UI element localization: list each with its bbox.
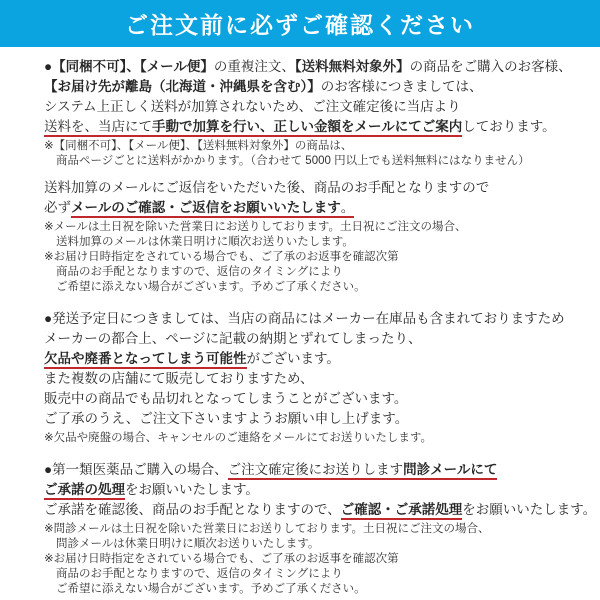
main-paragraph [44, 178, 576, 218]
text-segment: ※【同梱不可】、【メール便】、【送料無料対象外】の商品は、 [44, 140, 353, 152]
text-line [44, 77, 576, 97]
text-line [44, 582, 576, 597]
emphasized-text: 【お届け先が離島（北海道・沖縄県を含む）】 [44, 79, 321, 94]
text-line [44, 567, 576, 582]
text-segment: の重複注文、 [213, 59, 295, 74]
text-line [44, 154, 576, 169]
emphasized-text: 欠品や廃番となってしまう可能性 [44, 351, 247, 369]
text-line [44, 480, 576, 500]
text-line [44, 329, 576, 349]
text-segment: また複数の店舗にて販売しておりますため、 [44, 371, 314, 386]
emphasized-text: ご承諾の処理 [44, 482, 125, 500]
page-title: ご注文前に必ずご確認ください [125, 12, 475, 38]
note-paragraph [44, 139, 576, 169]
main-paragraph [44, 309, 576, 429]
notice-section-shipping-surcharge [44, 57, 576, 295]
text-segment: システム上正しく送料が加算されないため、ご注文確定後に当店より [44, 99, 461, 114]
text-segment: ●発送予定日につきましては、当店の商品にはメーカー在庫品も含まれておりますため [44, 311, 565, 326]
text-segment: をお願いいたします。 [125, 482, 259, 497]
text-segment: 送料加算のメールは休業日明けに順次お送りいたします。 [56, 236, 354, 248]
text-line [44, 369, 576, 389]
text-segment: しております。 [462, 119, 556, 134]
text-segment: メーカーの都合上、ページに記載の納期とずれてしまったり、 [44, 331, 422, 346]
text-segment: ご希望に添えない場合がございます。予めご了承ください。 [56, 281, 366, 293]
emphasized-text: メールのご確認・ご返信をお願いいたします [71, 200, 341, 218]
text-segment: 商品のお手配となりますので、返信のタイミングにより [56, 568, 343, 580]
text-line [44, 178, 576, 198]
text-line [44, 431, 576, 446]
text-line [44, 537, 576, 552]
text-segment: ●第一類医薬品ご購入の場合、 [44, 462, 228, 477]
text-segment: 商品のお手配となりますので、返信のタイミングにより [56, 266, 343, 278]
emphasized-text: 送料を、当店にて [44, 119, 152, 137]
text-line [44, 309, 576, 329]
text-line [44, 522, 576, 537]
emphasized-text: ●【同梱不可】、【メール便】 [44, 59, 214, 74]
text-line [44, 500, 597, 520]
text-segment: 送料加算のメールにご返信をいただいた後、商品のお手配となりますので [44, 180, 490, 195]
text-segment: 必ず [44, 200, 71, 215]
text-line [44, 117, 576, 137]
text-segment: ※お届け日時指定をされている場合でも、ご了承のお返事を確認次第 [44, 251, 399, 263]
text-line [44, 198, 576, 218]
note-paragraph [44, 431, 576, 446]
text-line [44, 409, 576, 429]
text-segment: がございます。 [246, 351, 340, 366]
emphasized-text: 【送料無料対象外】 [294, 59, 410, 74]
text-line [44, 235, 576, 250]
emphasized-text: 。 [341, 200, 355, 218]
text-segment: ※問診メールは土日祝を除いた営業日にお送りしております。土日祝にご注文の場合、 [44, 523, 490, 535]
text-line [44, 552, 576, 567]
text-segment: ご希望に添えない場合がございます。予めご了承ください。 [56, 583, 366, 595]
text-segment: ※メールは土日祝を除いた営業日にお送りしております。土日祝にご注文の場合、 [44, 221, 467, 233]
notice-section-shipping-schedule [44, 309, 576, 446]
note-paragraph [44, 220, 576, 295]
emphasized-text: 問診メールにて [403, 462, 497, 480]
emphasized-text: 手動で加算を行い、正しい金額をメールにてご案内 [152, 119, 462, 137]
emphasized-text: ご注文確定後にお送りします [228, 462, 404, 480]
text-line [44, 57, 576, 77]
text-line [44, 250, 576, 265]
text-line [44, 460, 576, 480]
text-segment: 商品ページごとに送料がかかります。（合わせて 5000 円以上でも送料無料にはなりません） [56, 155, 530, 167]
text-segment: 問診メールは休業日明けに順次お送りいたします。 [56, 538, 320, 550]
text-segment: ご了承のうえ、ご注文下さいますようお願い申し上げます。 [44, 411, 409, 426]
notice-header-banner [0, 0, 600, 47]
text-segment: ※お届け日時指定をされている場合でも、ご了承のお返事を確認次第 [44, 553, 399, 565]
text-segment: ご承諾を確認後、商品のお手配となりますので、 [44, 502, 341, 517]
emphasized-text: ご確認・ご承諾処理 [341, 502, 463, 520]
text-line [44, 265, 576, 280]
text-line [44, 349, 576, 369]
main-paragraph [44, 460, 597, 520]
text-line [44, 389, 576, 409]
notice-body [0, 47, 600, 597]
notice-section-pharmaceutical-confirmation [44, 460, 597, 597]
text-segment: ※欠品や廃盤の場合、キャンセルのご連絡をメールにてお送りいたします。 [44, 432, 432, 444]
text-line [44, 280, 576, 295]
note-paragraph [44, 522, 576, 597]
main-paragraph [44, 57, 576, 137]
text-segment: をお願いいたします。 [462, 502, 597, 517]
text-segment: 販売中の商品でも品切れとなってしまうことがございます。 [44, 391, 408, 406]
text-line [44, 139, 576, 154]
text-segment: の商品をご購入のお客様、 [409, 59, 572, 74]
text-line [44, 97, 576, 117]
text-line [44, 220, 576, 235]
text-segment: のお客様につきましては、 [320, 79, 483, 94]
